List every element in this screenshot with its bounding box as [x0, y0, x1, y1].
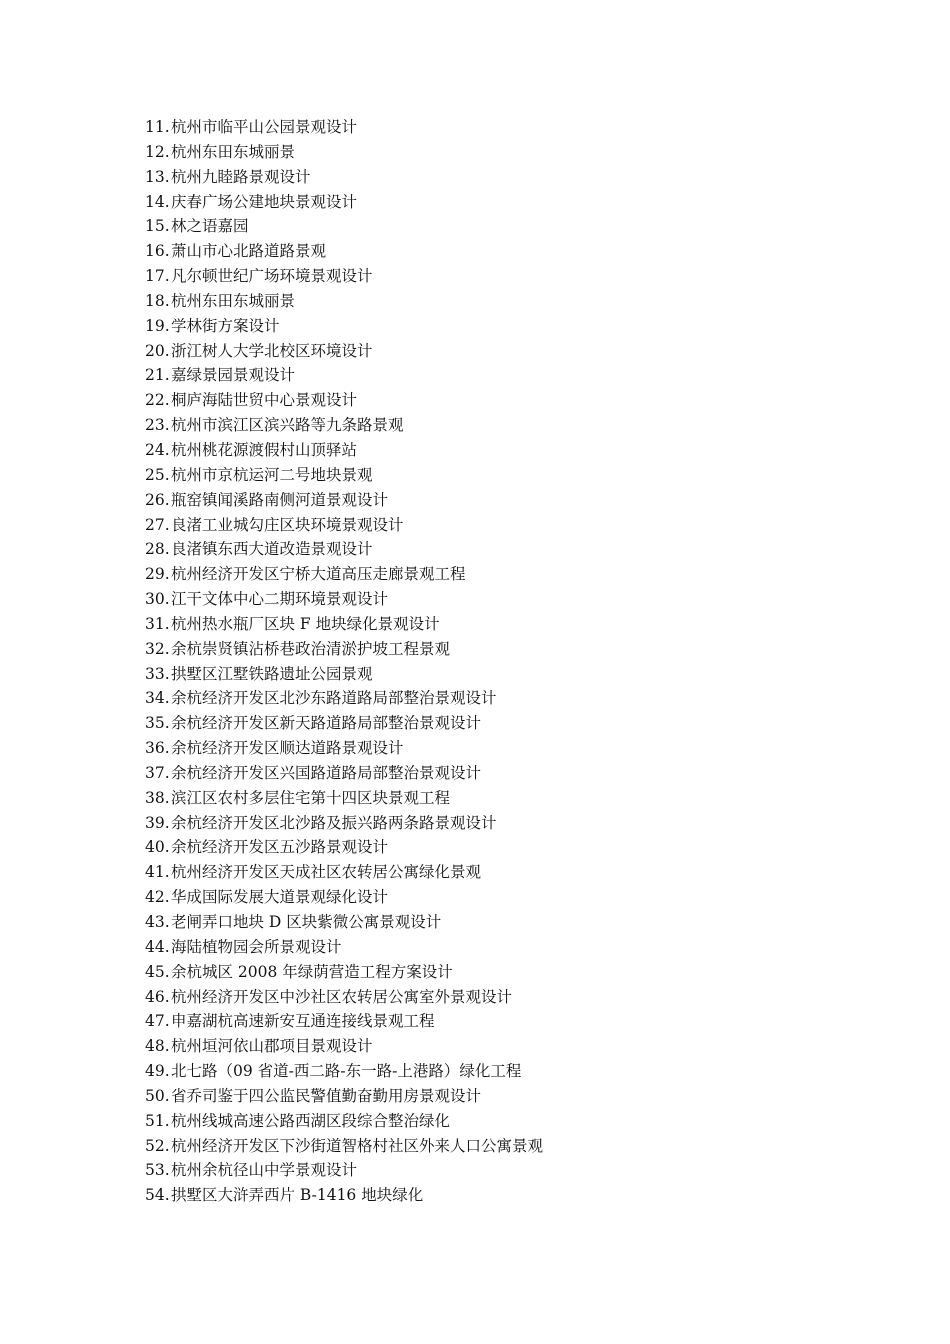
list-item-text: 杭州线城高速公路西湖区段综合整治绿化	[171, 1111, 451, 1130]
list-item	[145, 1034, 543, 1059]
list-item-text: 庆春广场公建地块景观设计	[171, 192, 358, 211]
list-item	[145, 786, 543, 811]
list-item-text: 浙江树人大学北校区环境设计	[171, 341, 373, 360]
list-item-number: 35.	[145, 714, 170, 733]
list-item	[145, 264, 543, 289]
list-item	[145, 1109, 543, 1134]
list-item-text: 杭州东田东城丽景	[171, 291, 296, 310]
list-item	[145, 662, 543, 687]
list-item-number: 33.	[145, 664, 170, 683]
list-item-number: 15.	[145, 217, 170, 236]
list-item-text: 余杭经济开发区顺达道路景观设计	[171, 739, 404, 758]
list-item-number: 22.	[145, 391, 170, 410]
list-item-number: 49.	[145, 1062, 170, 1081]
list-item-text: 杭州余杭径山中学景观设计	[171, 1161, 358, 1180]
list-item	[145, 835, 543, 860]
list-item-number: 14.	[145, 192, 170, 211]
list-item-number: 44.	[145, 937, 170, 956]
list-item-number: 26.	[145, 490, 170, 509]
list-item	[145, 239, 543, 264]
list-item	[145, 761, 543, 786]
list-item	[145, 811, 543, 836]
list-item-number: 19.	[145, 316, 170, 335]
list-item-text: 滨江区农村多层住宅第十四区块景观工程	[171, 788, 451, 807]
list-item-text: 余杭经济开发区北沙东路道路局部整治景观设计	[171, 689, 497, 708]
list-item	[145, 537, 543, 562]
list-item-text: 老闸弄口地块 D 区块紫微公寓景观设计	[171, 913, 442, 931]
list-item-number: 50.	[145, 1086, 170, 1105]
list-item-number: 20.	[145, 341, 170, 360]
list-item	[145, 1183, 543, 1208]
list-item	[145, 960, 543, 985]
list-item	[145, 1084, 543, 1109]
list-item	[145, 165, 543, 190]
list-item-text: 拱墅区大浒弄西片 B-1416 地块绿化	[171, 1186, 424, 1205]
list-item	[145, 463, 543, 488]
list-item-number: 17.	[145, 267, 170, 286]
list-item-number: 45.	[145, 962, 170, 981]
list-item	[145, 363, 543, 388]
list-item	[145, 587, 543, 612]
list-item	[145, 985, 543, 1010]
list-item-number: 30.	[145, 590, 170, 609]
list-item-number: 42.	[145, 888, 170, 907]
list-item	[145, 413, 543, 438]
list-item-text: 余杭经济开发区五沙路景观设计	[171, 838, 389, 857]
list-item	[145, 339, 543, 364]
list-item	[145, 1009, 543, 1034]
list-item	[145, 513, 543, 538]
list-item-number: 43.	[145, 913, 170, 931]
list-item-text: 杭州垣河依山郡项目景观设计	[171, 1037, 373, 1056]
list-item	[145, 860, 543, 885]
list-item-number: 46.	[145, 987, 170, 1006]
list-item-number: 28.	[145, 540, 170, 559]
list-item-number: 29.	[145, 565, 170, 584]
list-item-number: 38.	[145, 788, 170, 807]
list-item-text: 桐庐海陆世贸中心景观设计	[171, 391, 358, 410]
list-item-number: 48.	[145, 1037, 170, 1056]
list-item-text: 余杭经济开发区兴国路道路局部整治景观设计	[171, 763, 482, 782]
list-item-text: 杭州经济开发区下沙街道智格村社区外来人口公寓景观	[171, 1136, 544, 1155]
list-item	[145, 711, 543, 736]
list-item-text: 林之语嘉园	[171, 217, 249, 236]
list-item-text: 海陆植物园会所景观设计	[171, 937, 342, 956]
list-item-text: 杭州桃花源渡假村山顶驿站	[171, 440, 358, 459]
list-item-text: 余杭崇贤镇沾桥巷政治清淤护坡工程景观	[171, 639, 451, 658]
list-item-text: 杭州热水瓶厂区块 F 地块绿化景观设计	[171, 614, 440, 633]
list-item-text: 杭州九睦路景观设计	[171, 167, 311, 186]
list-item-text: 拱墅区江墅铁路遗址公园景观	[171, 664, 373, 683]
list-item-text: 余杭经济开发区北沙路及振兴路两条路景观设计	[171, 813, 497, 832]
list-item-number: 37.	[145, 763, 170, 782]
list-item-number: 47.	[145, 1012, 170, 1031]
list-item-number: 23.	[145, 416, 170, 435]
list-item-number: 40.	[145, 838, 170, 857]
list-item-text: 杭州经济开发区中沙社区农转居公寓室外景观设计	[171, 987, 513, 1006]
list-item	[145, 488, 543, 513]
list-item	[145, 686, 543, 711]
list-item	[145, 1158, 543, 1183]
list-item	[145, 1059, 543, 1084]
list-item	[145, 388, 543, 413]
list-item-text: 良渚镇东西大道改造景观设计	[171, 540, 373, 559]
list-item	[145, 190, 543, 215]
list-item-number: 54.	[145, 1186, 170, 1205]
list-item-number: 13.	[145, 167, 170, 186]
list-item-number: 16.	[145, 242, 170, 261]
list-item-number: 41.	[145, 863, 170, 882]
list-item	[145, 637, 543, 662]
list-item-text: 萧山市心北路道路景观	[171, 242, 327, 261]
list-item	[145, 1134, 543, 1159]
list-item-number: 11.	[145, 118, 170, 136]
list-item	[145, 115, 543, 140]
list-item-text: 瓶窑镇闻溪路南侧河道景观设计	[171, 490, 389, 509]
list-item	[145, 612, 543, 637]
list-item-text: 杭州经济开发区天成社区农转居公寓绿化景观	[171, 863, 482, 882]
list-item-text: 杭州市临平山公园景观设计	[171, 118, 358, 136]
list-item-number: 31.	[145, 614, 170, 633]
list-item-number: 12.	[145, 142, 170, 161]
list-item	[145, 885, 543, 910]
list-item	[145, 314, 543, 339]
list-item-number: 39.	[145, 813, 170, 832]
list-item	[145, 910, 543, 935]
list-item-text: 省乔司鉴于四公监民警值勤奋勤用房景观设计	[171, 1086, 482, 1105]
list-item-number: 32.	[145, 639, 170, 658]
list-item-text: 申嘉湖杭高速新安互通连接线景观工程	[171, 1012, 435, 1031]
list-item-text: 余杭经济开发区新天路道路局部整治景观设计	[171, 714, 482, 733]
list-item-text: 华成国际发展大道景观绿化设计	[171, 888, 389, 907]
list-item-text: 北七路（09 省道-西二路-东一路-上港路）绿化工程	[171, 1062, 522, 1081]
list-item-text: 学林街方案设计	[171, 316, 280, 335]
list-item-text: 江干文体中心二期环境景观设计	[171, 590, 389, 609]
list-item-number: 27.	[145, 515, 170, 534]
list-item-number: 24.	[145, 440, 170, 459]
list-item-text: 凡尔顿世纪广场环境景观设计	[171, 267, 373, 286]
list-item-text: 杭州经济开发区宁桥大道高压走廊景观工程	[171, 565, 466, 584]
list-item-number: 21.	[145, 366, 170, 385]
list-item-text: 余杭城区 2008 年绿荫营造工程方案设计	[171, 962, 453, 981]
list-item-number: 34.	[145, 689, 170, 708]
list-item	[145, 935, 543, 960]
list-item-text: 杭州市京杭运河二号地块景观	[171, 465, 373, 484]
list-item-number: 36.	[145, 739, 170, 758]
list-item	[145, 562, 543, 587]
list-item-number: 53.	[145, 1161, 170, 1180]
list-item-text: 杭州市滨江区滨兴路等九条路景观	[171, 416, 404, 435]
list-item-text: 嘉绿景园景观设计	[171, 366, 296, 385]
list-item	[145, 140, 543, 165]
list-item	[145, 289, 543, 314]
list-item	[145, 736, 543, 761]
list-item-text: 良渚工业城勾庄区块环境景观设计	[171, 515, 404, 534]
list-item-number: 52.	[145, 1136, 170, 1155]
list-item-number: 25.	[145, 465, 170, 484]
list-item-number: 18.	[145, 291, 170, 310]
project-list	[145, 115, 543, 1208]
list-item	[145, 214, 543, 239]
list-item-text: 杭州东田东城丽景	[171, 142, 296, 161]
list-item	[145, 438, 543, 463]
list-item-number: 51.	[145, 1111, 170, 1130]
